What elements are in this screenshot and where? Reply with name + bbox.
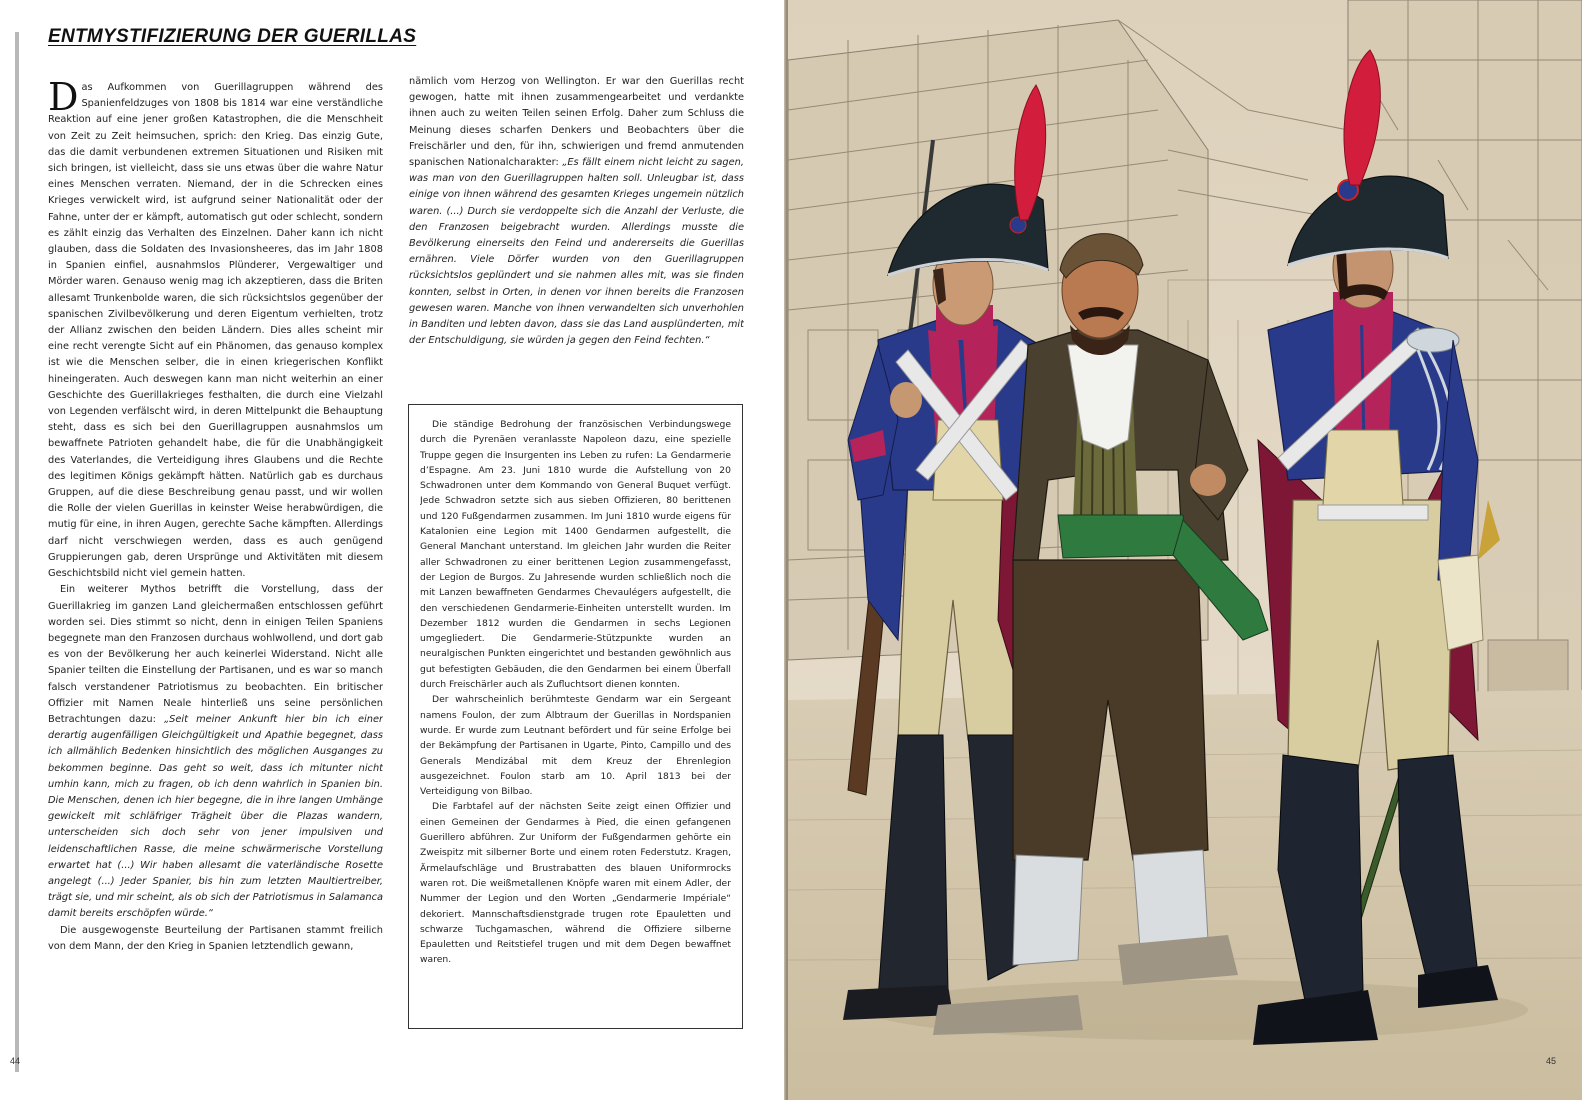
drop-cap: D (48, 80, 79, 119)
neale-quote: „Seit meiner Ankunft hier bin ich einer derartig augenfälligen Gleichgültigkeit und Apathie begegnet, dass ich allmählich Bedenken hinsichtlich des möglichen Ausganges zu bekommen beginne. Das geht so weit, dass ich mitunter nicht umhin kann, mich zu fragen, ob ich denn wahrlich in Spanien bin. Die Menschen, denen ich hier begegne, die in ihre langen Umhänge gewickelt mit schläfriger Trägheit über die Plazas wandern, unterscheiden sich doch sehr von jener impulsiven und leidenschaftlichen Rasse, die meine schwärmerische Vorstellung erwartet hat (...) Wir haben allesamt die vaterländische Rosette angelegt (...) Jeder Spanier, bis hin zum letzten Maultiertreiber, trägt sie, und mir scheint, als ob sich der Patriotismus in Salamanca damit bereits erschöpfen würde.“ (48, 713, 383, 920)
page-number-right: 45 (1546, 1056, 1557, 1066)
paragraph-3: Die ausgewogenste Beurteilung der Partisanen stammt freilich von dem Mann, der den Krieg in Spanien letztendlich gewann, (48, 924, 383, 952)
info-box-paragraph: Die Farbtafel auf der nächsten Seite zeigt einen Offizier und einen Gemeinen der Gendarmes à Pied, die einen gefangenen Guerillero abführen. Zur Uniform der Fußgendarmen gehörte ein Zweispitz mit silberner Borte und einem roten Federstutz. Kragen, Ärmelaufschläge und Brustrabatten des blauen Uniformrocks waren rot. Die weißmetallenen Knöpfe waren mit einem Adler, der Nummer der Legion und den Worten „Gendarmerie Impériale“ dekoriert. Mannschaftsdienstgrade trugen rote Epauletten und schwarze Tuchgamaschen, während die Offiziere silberne Epauletten und Reitstiefel trugen und mit dem Degen bewaffnet waren. (420, 801, 731, 966)
margin-rule (15, 32, 19, 1072)
info-box-paragraph: Der wahrscheinlich berühmteste Gendarm war ein Sergeant namens Foulon, der zum Albtraum der Guerillas in Nordspanien wurde. Er wurde zum Leutnant befördert und für seine Erfolge bei der Bekämpfung der Partisanen in Ugarte, Pinto, Campillo und des Generals Mendizábal mit dem Kreuz der Ehrenlegion ausgezeichnet. Foulon starb am 10. April 1813 bei der Verteidigung von Bilbao. (420, 694, 731, 798)
gendarmes-illustration (788, 0, 1582, 1100)
paragraph-4: nämlich vom Herzog von Wellington. Er war den Guerillas recht gewogen, hatte mit ihnen zusammengearbeitet und verdankte ihnen auch zu weiten Teilen seinen Erfolg. Daher zum Schluss die Meinung dieses scharfen Denkers und Beobachters über die Freischärler und den, für ihn, schwierigen und fremd anmutenden spanischen Nationalcharakter: (409, 76, 744, 169)
info-box (408, 404, 743, 1029)
info-box-text (420, 417, 731, 1017)
wellington-quote: „Es fällt einem nicht leicht zu sagen, was man von den Guerillagruppen halten soll. Unleugbar ist, dass einige von ihnen während des gesamten Krieges ungemein nützlich waren. (...) Durch sie verdoppelte sich die Anzahl der Verluste, die den Franzosen beigebracht wurden. Allerdings musste die Bevölkerung einerseits den Feind und andererseits die Guerillas ernähren. Viele Dörfer wurden von den Guerillagruppen rücksichtslos geplündert und sie nahmen alles mit, was sie finden konnten, selbst in Orten, in denen vor ihnen bereits die Franzosen gewesen waren. Manche von ihnen verwandelten sich unverhohlen in Banditen und lebten davon, dass sie das Land ausplünderten, mit der Entschuldigung, sie würden ja gegen den Feind fechten.“ (409, 157, 744, 347)
right-page (788, 0, 1582, 1100)
paragraph-2: Ein weiterer Mythos betrifft die Vorstellung, dass der Guerillakrieg im ganzen Land gleichermaßen entschlossen geführt worden sei. Dies stimmt so nicht, denn in einigen Teilen Spaniens begegnete man den Franzosen durchaus wohlwollend, und dort gab es von der Bevölkerung her auch keinerlei Widerstand. Nicht alle Spanier teilten die Einstellung der Partisanen, und es war so manch falsch verstandener Patriotismus zu beobachten. Ein britischer Offizier mit Namen Neale hinterließ uns seine persönlichen Betrachtungen dazu: (48, 584, 383, 725)
article-title: ENTMYSTIFIZIERUNG DER GUERILLAS (48, 26, 417, 47)
left-page (0, 0, 785, 1100)
info-box-paragraph: Die ständige Bedrohung der französischen Verbindungswege durch die Pyrenäen veranlasste Napoleon dazu, eine spezielle Truppe gegen die Insurgenten ins Leben zu rufen: La Gendarmerie d’Espagne. Am 23. Juni 1810 wurde die Aufstellung von 20 Schwadronen unter dem Kommando von General Buquet verfügt. Jede Schwadron setzte sich aus sieben Offizieren, 80 berittenen und 120 Fußgendarmen zusammen. Im Juni 1810 wurde eigens für Katalonien eine Legion mit 1400 Gendarmen aufgestellt, die General Manchant unterstand. Im gleichen Jahr wurden die Reiter aller Schwadronen zu einer berittenen Legion zusammengefasst, der Legion de Burgos. Zu Jahresende wurden schließlich noch die mit Lanzen bewaffneten Gendarmes Chevaulégers aufgestellt, die den verschiedenen Gendarmerie-Einheiten unterstellt wurden. Im Dezember 1812 wurden die Gendarmen in sechs Legionen umgegliedert. Die Gendarmerie-Stützpunkte wurden an neuralgischen Punkten eingerichtet und bestanden gewöhnlich aus gut befestigten Gebäuden, die den Gendarmen bei einem Überfall durch Freischärler auch als Zufluchtsort dienen konnten. (420, 419, 731, 691)
text-column-2 (409, 74, 744, 394)
page-number-left: 44 (10, 1056, 21, 1066)
paragraph-1: as Aufkommen von Guerillagruppen während des Spanienfeldzuges von 1808 bis 1814 war eine verständliche Reaktion auf eine jener großen Katastrophen, die die Menschheit von Zeit zu Zeit heimsuchen, sprich: den Krieg. Das einzig Gute, das die damit verbundenen extremen Situationen und Risiken mit sich bringen, ist vielleicht, dass sie uns etwas über die wahre Natur eines Menschen verraten. Niemand, der in die Schrecken eines Krieges verwickelt wird, ist aufgrund seiner Nationalität oder der Fahne, unter der er kämpft, automatisch gut oder schlecht, sondern es zählt einzig das Verhalten des Einzelnen. Daher kann ich nicht glauben, dass die Soldaten des Invasionsheeres, das im Jahr 1808 in Spanien einfiel, ausnahmslos Plünderer, Vergewaltiger und Mörder waren. Genauso wenig mag ich akzeptieren, dass die Briten allesamt Trunkenbolde waren, die sich rücksichtslos gegenüber der spanischen Zivilbevölkerung und deren Eigentum verhielten, trotz der Allianz zwischen den beiden Ländern. Dies alles scheint mir eine recht verengte Sicht auf ein Phänomen, das genauso komplex ist wie die Menschen selber, die in einen kriegerischen Konflikt hineingeraten. Auch deswegen kann man nicht weiterhin an einer Geschichte des Guerillakrieges festhalten, die durch eine Vielzahl von Legenden verfälscht wird, in deren Mittelpunkt die Behauptung steht, dass es sich bei den Guerillagruppen ausnahmslos um bewaffnete Patrioten gehandelt habe, die für die Unabhängigkeit des Vaterlandes, die Verteidigung ihres Glaubens und die Rechte des legitimen Königs gekämpft hätten. Natürlich gab es durchaus Gruppen, auf die diese Beschreibung genau passt, und wir wollen die Rolle der vielen Guerillas in keinster Weise herabwürdigen, die mutig für eine, in ihren Augen, gerechte Sache kämpften. Allerdings darf nicht verschwiegen werden, dass es auch genügend Gruppierungen gab, deren Ursprünge und Aktivitäten mit diesem Geschichtsbild nicht viel gemein hatten. (48, 82, 383, 580)
text-column-1 (48, 80, 383, 1050)
